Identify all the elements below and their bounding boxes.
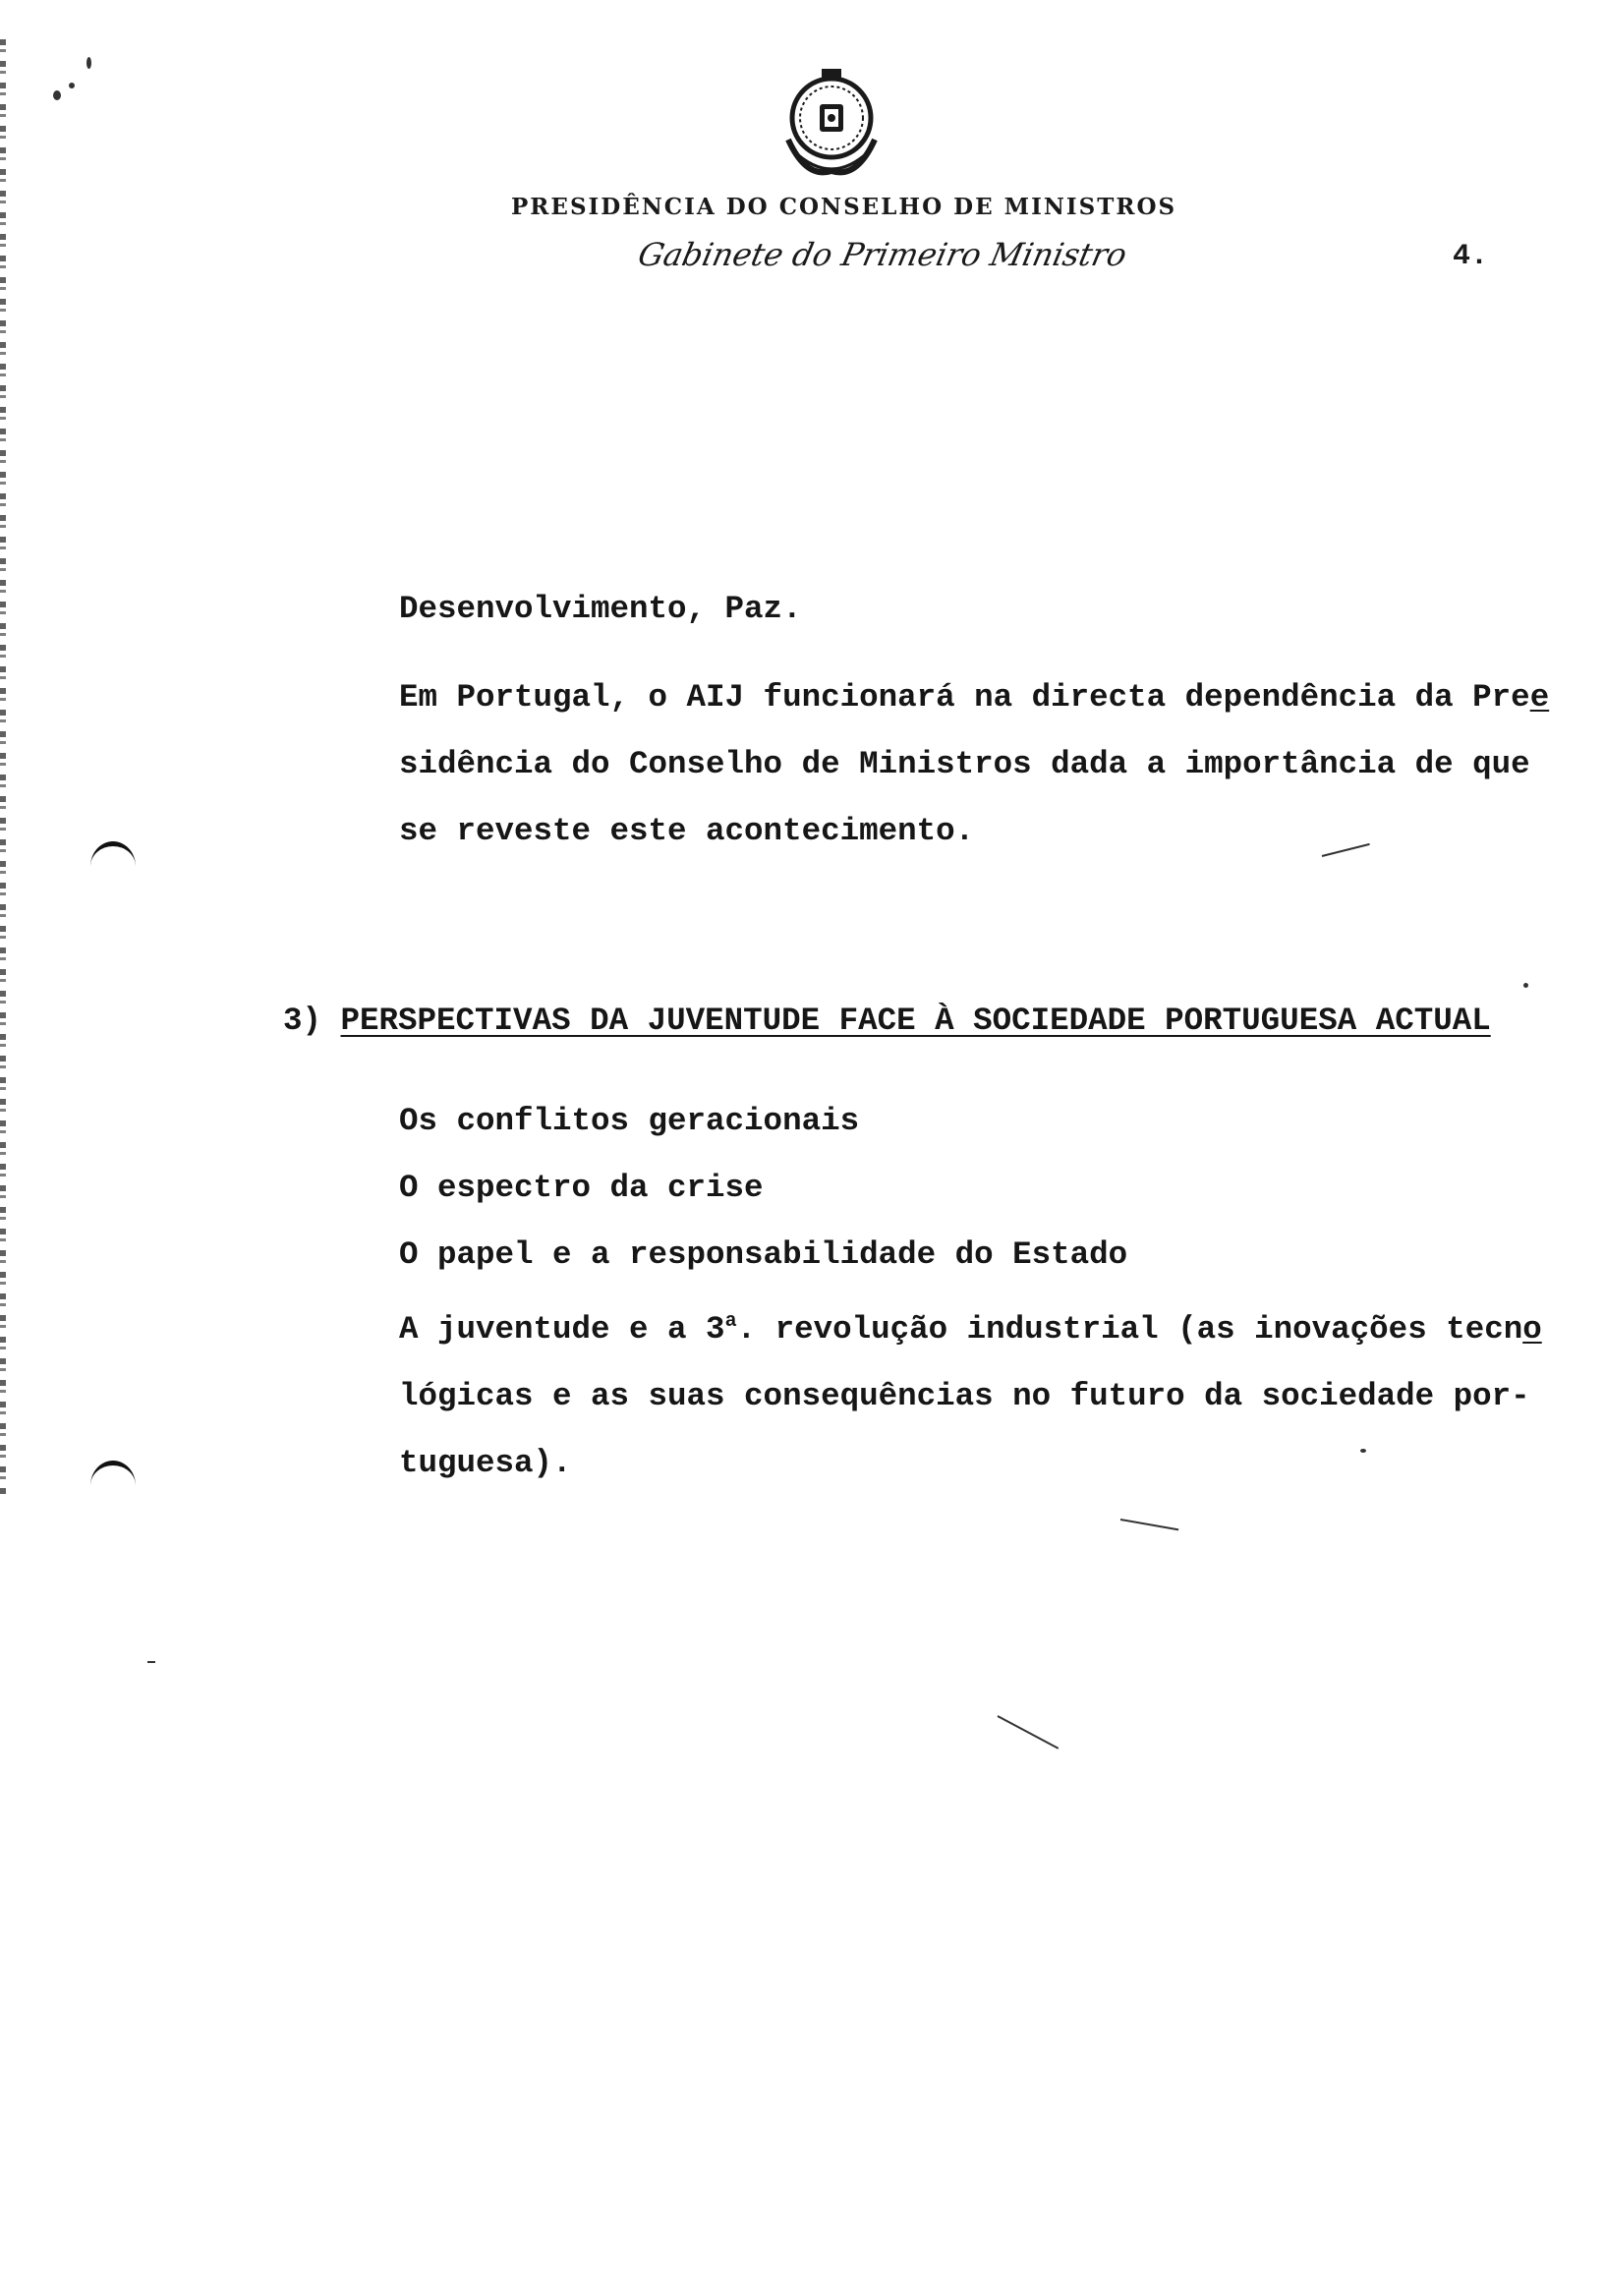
section-title: PERSPECTIVAS DA JUVENTUDE FACE À SOCIEDADE PORTUGUESA ACTUAL: [340, 1003, 1491, 1039]
topic-item: Os conflitos geracionais: [399, 1103, 860, 1139]
letterhead-organization: PRESIDÊNCIA DO CONSELHO DE MINISTROS: [511, 194, 1177, 220]
paragraph-line: sidência do Conselho de Ministros dada a importância de que: [399, 746, 1530, 782]
pen-mark: [1120, 1519, 1178, 1530]
topic-item: O papel e a responsabilidade do Estado: [399, 1236, 1128, 1273]
topic-item: O espectro da crise: [399, 1170, 764, 1206]
scan-speck: [69, 83, 75, 88]
paragraph-aij: [399, 664, 1549, 865]
section-heading: [283, 988, 1491, 1055]
scan-speck: [86, 57, 91, 69]
page-number: 4.: [1453, 240, 1489, 273]
topic-item-continuation: tuguesa).: [399, 1444, 572, 1481]
paragraph-line: Em Portugal, o AIJ funcionará na directa dependência da Pree: [399, 679, 1550, 716]
paragraph-closing-line: Desenvolvimento, Paz.: [399, 591, 802, 627]
section-number: 3): [283, 1003, 322, 1039]
scan-speck: [1523, 983, 1528, 988]
binding-edge: [0, 39, 6, 1494]
scan-speck: [53, 90, 61, 100]
paragraph-line: se reveste este acontecimento.: [399, 813, 975, 849]
topic-item-continuation: lógicas e as suas consequências no futuro da sociedade por-: [399, 1377, 1530, 1414]
topic-item: A juventude e a 3$^a$. revolução industrial (as inovações tecno: [399, 1310, 1542, 1348]
pen-mark: [147, 1661, 155, 1663]
scan-speck: [1360, 1449, 1366, 1453]
punch-hole-mark: [90, 841, 136, 891]
pen-mark: [998, 1715, 1060, 1750]
punch-hole-mark: [90, 1461, 136, 1511]
letterhead-office-script: Gabinete do Primeiro Ministro: [634, 236, 1130, 273]
topic-list: [399, 1088, 1542, 1497]
coat-of-arms-seal: [776, 61, 887, 184]
